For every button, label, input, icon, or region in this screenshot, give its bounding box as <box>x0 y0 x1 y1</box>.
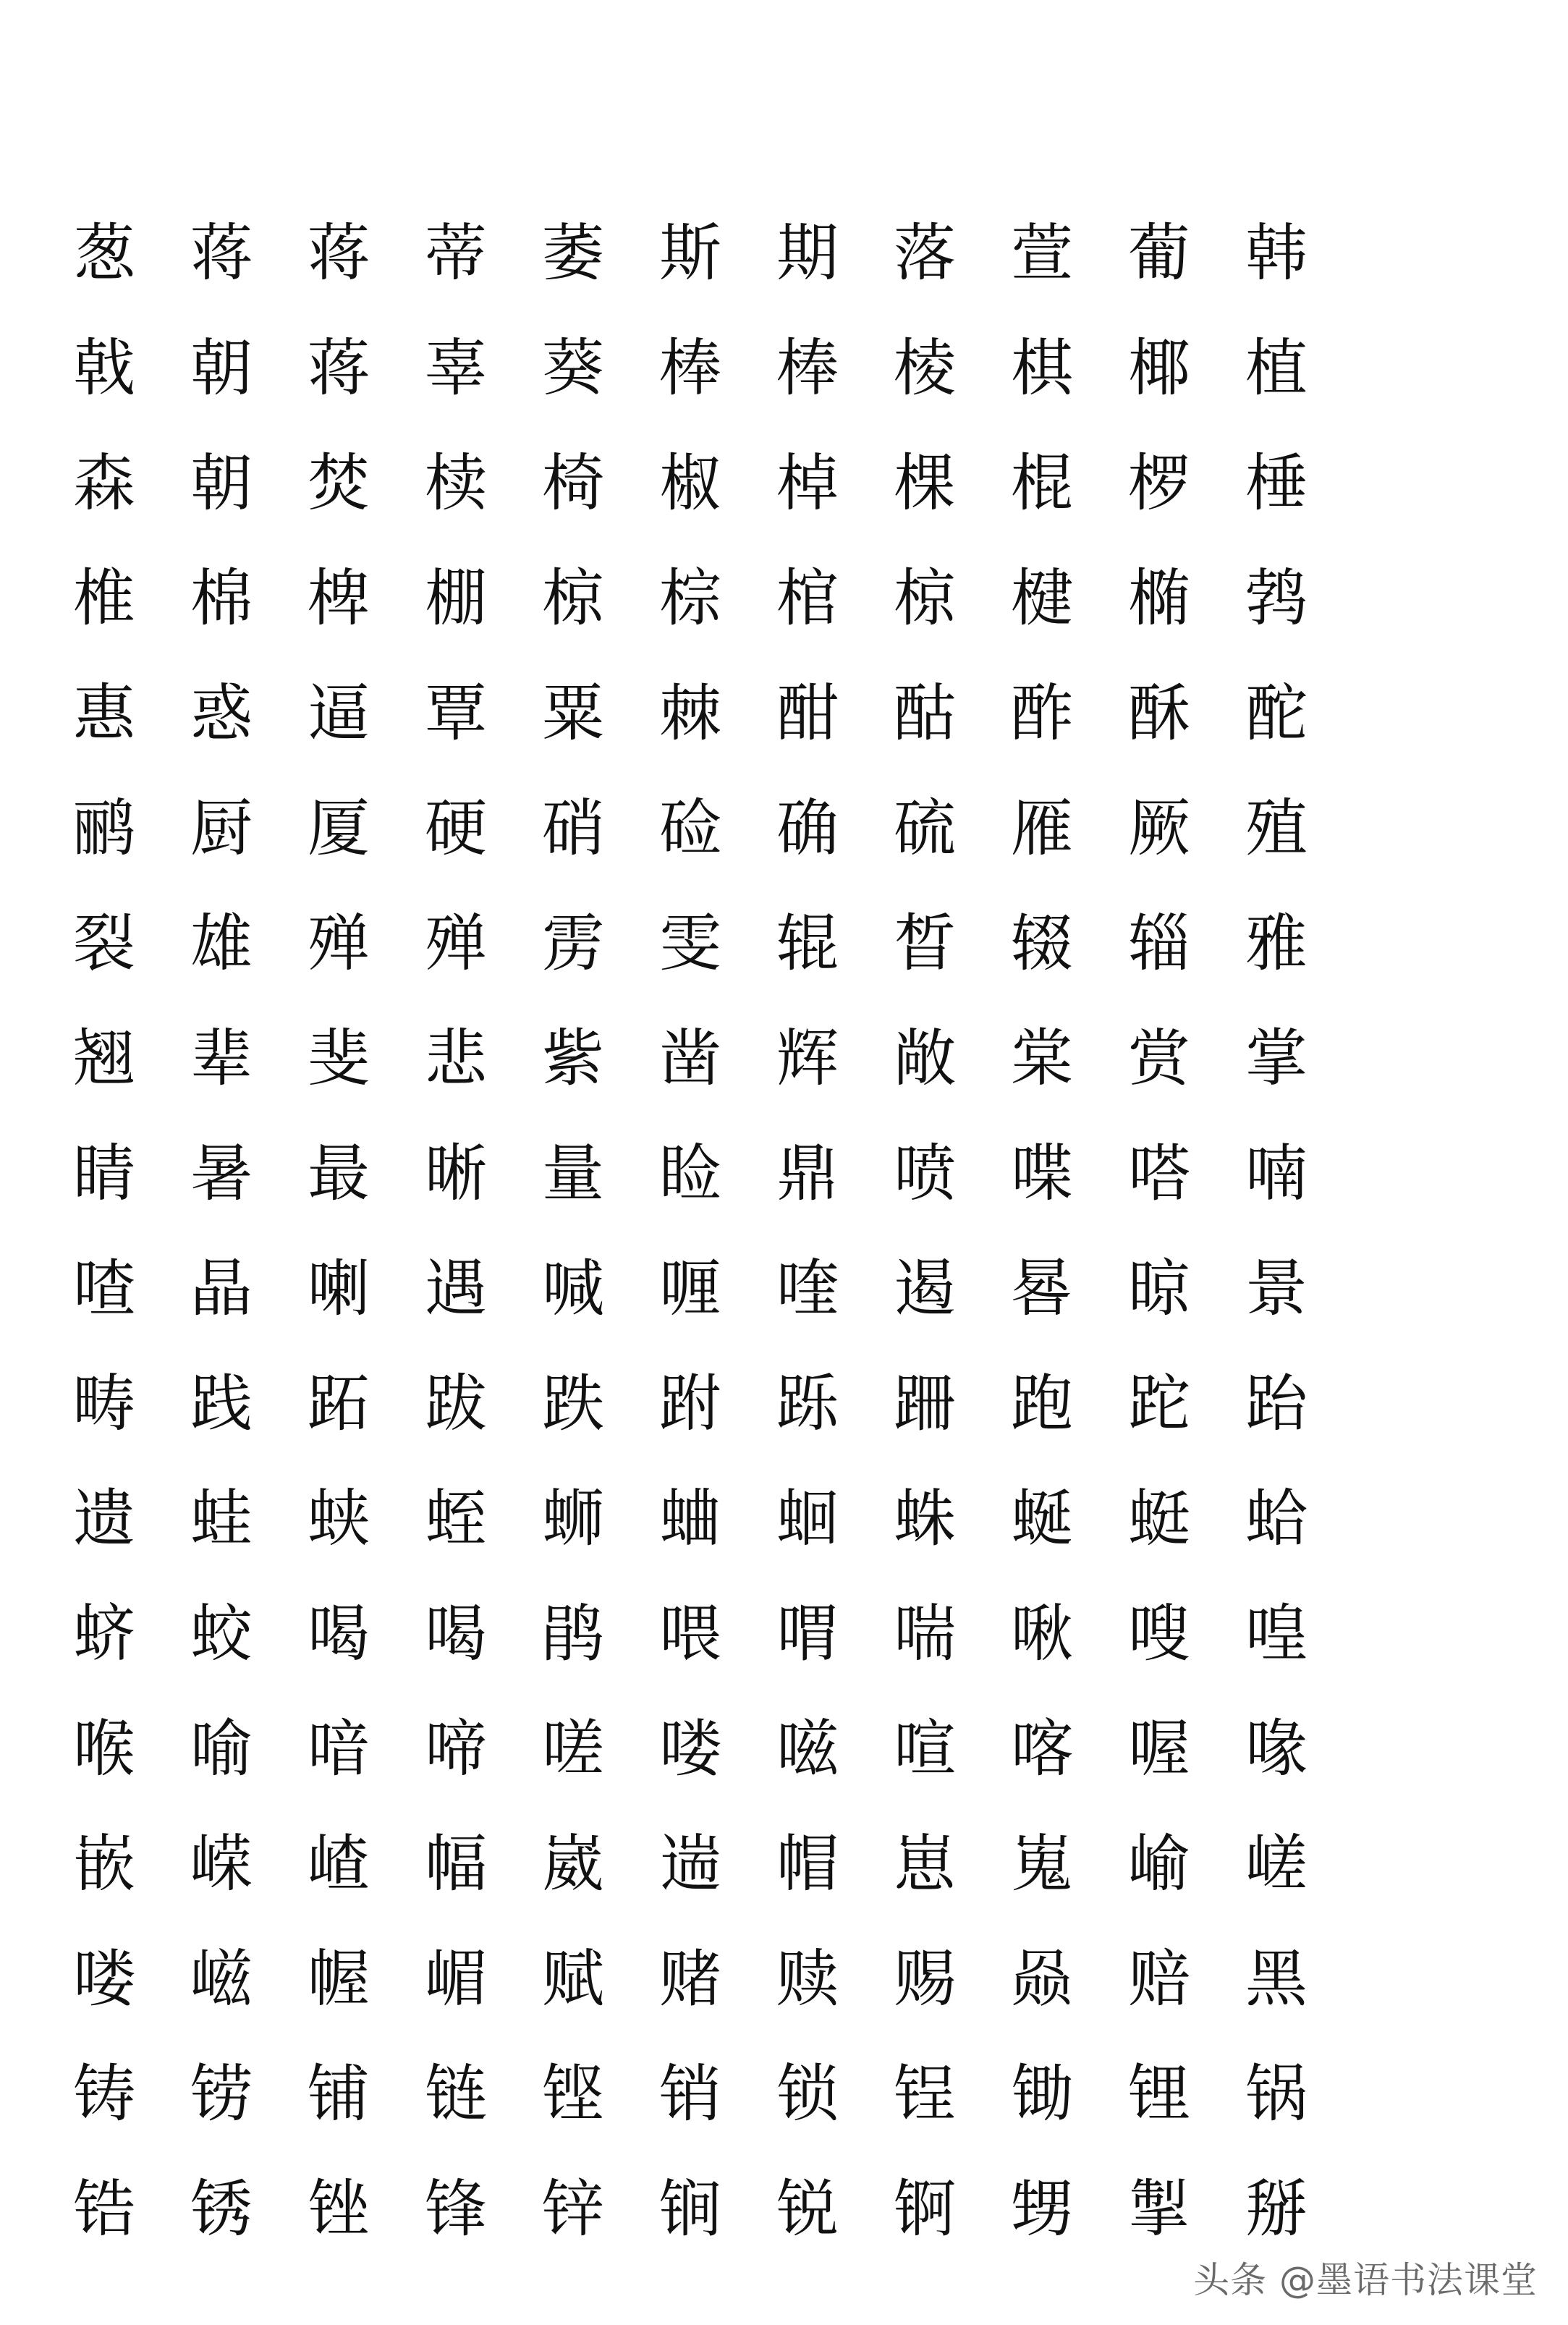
character-row <box>43 1587 1317 1702</box>
character-cell: 嵫 <box>190 1943 253 2015</box>
character-cell: 硬 <box>425 792 487 865</box>
character-cell: 蜒 <box>1011 1483 1073 1555</box>
character-cell: 酤 <box>894 677 956 750</box>
character-cell: 椑 <box>308 562 370 635</box>
character-cell: 跗 <box>659 1368 721 1440</box>
character-cell: 酡 <box>1245 677 1308 750</box>
character-cell: 棒 <box>776 332 839 405</box>
character-cell: 喔 <box>1128 1713 1190 1785</box>
character-cell: 喇 <box>308 1253 370 1325</box>
character-row <box>43 2047 1317 2162</box>
character-cell: 锉 <box>308 2173 370 2245</box>
character-cell: 蒋 <box>190 217 253 289</box>
character-cell: 裂 <box>73 907 135 980</box>
character-cell: 酢 <box>1011 677 1073 750</box>
character-cell: 硝 <box>542 792 604 865</box>
character-cell: 森 <box>73 447 135 520</box>
character-cell: 翘 <box>73 1022 135 1095</box>
character-cell: 斯 <box>659 217 721 289</box>
character-cell: 掣 <box>1128 2173 1190 2245</box>
character-cell: 雅 <box>1245 907 1308 980</box>
character-cell: 葡 <box>1128 217 1190 289</box>
character-cell: 楗 <box>1011 562 1073 635</box>
character-cell: 锄 <box>1011 2058 1073 2130</box>
character-row <box>43 897 1317 1012</box>
character-row <box>43 436 1317 551</box>
character-cell: 鹂 <box>73 792 135 865</box>
character-cell: 晶 <box>190 1253 253 1325</box>
character-cell: 锃 <box>894 2058 956 2130</box>
character-cell: 鹃 <box>542 1598 604 1670</box>
character-cell: 幅 <box>425 1828 487 1900</box>
character-cell: 殖 <box>1245 792 1308 865</box>
character-cell: 棘 <box>659 677 721 750</box>
character-cell: 喙 <box>1245 1713 1308 1785</box>
character-row <box>43 1472 1317 1587</box>
character-cell: 喑 <box>308 1713 370 1785</box>
character-cell: 鼎 <box>776 1138 839 1210</box>
character-row <box>43 782 1317 897</box>
character-cell: 蛳 <box>542 1483 604 1555</box>
character-cell: 铸 <box>73 2058 135 2130</box>
character-cell: 铿 <box>542 2058 604 2130</box>
character-cell: 嵌 <box>73 1828 135 1900</box>
character-cell: 棚 <box>425 562 487 635</box>
character-cell: 喳 <box>73 1253 135 1325</box>
character-cell: 蒋 <box>308 332 370 405</box>
character-cell: 遇 <box>425 1253 487 1325</box>
character-cell: 崳 <box>1128 1828 1190 1900</box>
character-cell: 晷 <box>1011 1253 1073 1325</box>
character-row <box>43 206 1317 321</box>
character-cell: 嵘 <box>190 1828 253 1900</box>
character-cell: 喟 <box>776 1598 839 1670</box>
character-cell: 椎 <box>73 562 135 635</box>
character-cell: 蛔 <box>776 1483 839 1555</box>
character-cell: 悲 <box>425 1022 487 1095</box>
character-row <box>43 1817 1317 1932</box>
character-cell: 跎 <box>1128 1368 1190 1440</box>
watermark-text: 头条 @墨语书法课堂 <box>1193 2259 1538 2301</box>
character-cell: 棉 <box>190 562 253 635</box>
character-cell: 辊 <box>776 907 839 980</box>
character-cell: 蛱 <box>308 1483 370 1555</box>
character-cell: 椋 <box>542 562 604 635</box>
character-cell: 遄 <box>659 1828 721 1900</box>
character-cell: 辈 <box>190 1022 253 1095</box>
character-cell: 掌 <box>1245 1022 1308 1095</box>
character-cell: 朝 <box>190 447 253 520</box>
character-cell: 遏 <box>894 1253 956 1325</box>
character-cell: 赋 <box>542 1943 604 2015</box>
character-cell: 蛛 <box>894 1483 956 1555</box>
character-cell: 睛 <box>73 1138 135 1210</box>
character-cell: 椒 <box>659 447 721 520</box>
character-cell: 啼 <box>425 1713 487 1785</box>
character-cell: 雄 <box>190 907 253 980</box>
character-cell: 厥 <box>1128 792 1190 865</box>
character-cell: 锂 <box>1128 2058 1190 2130</box>
character-cell: 棕 <box>659 562 721 635</box>
character-cell: 喊 <box>542 1253 604 1325</box>
character-cell: 赔 <box>1128 1943 1190 2015</box>
character-cell: 黑 <box>1245 1943 1308 2015</box>
character-cell: 晰 <box>425 1138 487 1210</box>
character-cell: 厨 <box>190 792 253 865</box>
character-cell: 喻 <box>190 1713 253 1785</box>
character-row <box>43 1127 1317 1242</box>
character-cell: 嵋 <box>425 1943 487 2015</box>
character-cell: 逼 <box>308 677 370 750</box>
character-cell: 赑 <box>1011 1943 1073 2015</box>
character-cell: 蛴 <box>73 1598 135 1670</box>
character-cell: 链 <box>425 2058 487 2130</box>
character-cell: 跞 <box>776 1368 839 1440</box>
character-cell: 赏 <box>1128 1022 1190 1095</box>
character-cell: 棍 <box>1011 447 1073 520</box>
character-cell: 喘 <box>894 1598 956 1670</box>
character-cell: 辍 <box>1011 907 1073 980</box>
character-cell: 帽 <box>776 1828 839 1900</box>
character-cell: 厦 <box>308 792 370 865</box>
character-cell: 喉 <box>73 1713 135 1785</box>
character-row <box>43 1012 1317 1127</box>
character-cell: 棒 <box>659 332 721 405</box>
character-cell: 喽 <box>73 1943 135 2015</box>
character-cell: 雁 <box>1011 792 1073 865</box>
character-cell: 跌 <box>542 1368 604 1440</box>
character-cell: 最 <box>308 1138 370 1210</box>
character-cell: 蛭 <box>425 1483 487 1555</box>
character-cell: 酥 <box>1128 677 1190 750</box>
character-cell: 鹁 <box>1245 562 1308 635</box>
character-cell: 锌 <box>542 2173 604 2245</box>
character-cell: 锏 <box>659 2173 721 2245</box>
character-cell: 棹 <box>776 447 839 520</box>
character-cell: 喂 <box>659 1598 721 1670</box>
character-cell: 锕 <box>894 2173 956 2245</box>
character-cell: 棋 <box>1011 332 1073 405</box>
character-cell: 紫 <box>542 1022 604 1095</box>
character-cell: 遗 <box>73 1483 135 1555</box>
character-cell: 葱 <box>73 217 135 289</box>
character-cell: 椋 <box>894 562 956 635</box>
character-cell: 掰 <box>1245 2173 1308 2245</box>
character-cell: 嗟 <box>542 1713 604 1785</box>
character-cell: 销 <box>659 2058 721 2130</box>
character-cell: 喹 <box>776 1253 839 1325</box>
character-cell: 殚 <box>425 907 487 980</box>
character-cell: 景 <box>1245 1253 1308 1325</box>
character-cell: 椰 <box>1128 332 1190 405</box>
character-cell: 赌 <box>659 1943 721 2015</box>
character-cell: 棠 <box>1011 1022 1073 1095</box>
character-cell: 蜓 <box>1128 1483 1190 1555</box>
character-row <box>43 1932 1317 2047</box>
character-cell: 斐 <box>308 1022 370 1095</box>
character-cell: 喀 <box>1011 1713 1073 1785</box>
character-cell: 锆 <box>73 2173 135 2245</box>
character-cell: 萎 <box>542 217 604 289</box>
character-cell: 喽 <box>659 1713 721 1785</box>
character-cell: 雯 <box>659 907 721 980</box>
character-cell: 棱 <box>894 332 956 405</box>
character-cell: 惑 <box>190 677 253 750</box>
character-cell: 韩 <box>1245 217 1308 289</box>
character-cell: 赎 <box>776 1943 839 2015</box>
character-cell: 确 <box>776 792 839 865</box>
character-cell: 喃 <box>1245 1138 1308 1210</box>
character-cell: 辜 <box>425 332 487 405</box>
character-cell: 嵬 <box>1011 1828 1073 1900</box>
character-cell: 喋 <box>1011 1138 1073 1210</box>
character-cell: 嗒 <box>1128 1138 1190 1210</box>
character-cell: 跚 <box>894 1368 956 1440</box>
character-cell: 锈 <box>190 2173 253 2245</box>
character-cell: 殚 <box>308 907 370 980</box>
character-cell: 崽 <box>894 1828 956 1900</box>
character-cell: 硷 <box>659 792 721 865</box>
character-cell: 喝 <box>308 1598 370 1670</box>
character-row <box>43 321 1317 436</box>
character-cell: 幄 <box>308 1943 370 2015</box>
character-cell: 棰 <box>1245 447 1308 520</box>
character-cell: 暑 <box>190 1138 253 1210</box>
character-cell: 铺 <box>308 2058 370 2130</box>
character-cell: 崴 <box>542 1828 604 1900</box>
character-cell: 甥 <box>1011 2173 1073 2245</box>
character-cell: 跑 <box>1011 1368 1073 1440</box>
character-cell: 椅 <box>542 447 604 520</box>
character-cell: 锁 <box>776 2058 839 2130</box>
character-cell: 嗖 <box>1128 1598 1190 1670</box>
character-cell: 喱 <box>659 1253 721 1325</box>
character-cell: 辎 <box>1128 907 1190 980</box>
character-cell: 葵 <box>542 332 604 405</box>
character-cell: 棵 <box>894 447 956 520</box>
character-cell: 凿 <box>659 1022 721 1095</box>
character-cell: 嵯 <box>1245 1828 1308 1900</box>
character-cell: 椟 <box>425 447 487 520</box>
character-cell: 喷 <box>894 1138 956 1210</box>
character-cell: 惠 <box>73 677 135 750</box>
character-cell: 辉 <box>776 1022 839 1095</box>
character-cell: 粟 <box>542 677 604 750</box>
character-cell: 晾 <box>1128 1253 1190 1325</box>
character-cell: 喧 <box>894 1713 956 1785</box>
character-cell: 朝 <box>190 332 253 405</box>
character-row <box>43 1357 1317 1472</box>
character-cell: 量 <box>542 1138 604 1210</box>
character-cell: 落 <box>894 217 956 289</box>
character-cell: 蛤 <box>1245 1483 1308 1555</box>
character-cell: 戟 <box>73 332 135 405</box>
character-cell: 晳 <box>894 907 956 980</box>
character-row <box>43 1702 1317 1817</box>
character-cell: 畴 <box>73 1368 135 1440</box>
character-cell: 啾 <box>1011 1598 1073 1670</box>
character-row <box>43 1242 1317 1357</box>
character-cell: 跆 <box>1245 1368 1308 1440</box>
character-cell: 蒋 <box>308 217 370 289</box>
character-cell: 焚 <box>308 447 370 520</box>
character-cell: 跖 <box>308 1368 370 1440</box>
character-cell: 雳 <box>542 907 604 980</box>
character-cell: 棺 <box>776 562 839 635</box>
character-cell: 椭 <box>1128 562 1190 635</box>
character-cell: 蛙 <box>190 1483 253 1555</box>
character-cell: 践 <box>190 1368 253 1440</box>
character-cell: 蒂 <box>425 217 487 289</box>
character-cell: 硫 <box>894 792 956 865</box>
character-cell: 敞 <box>894 1022 956 1095</box>
character-cell: 喝 <box>425 1598 487 1670</box>
character-cell: 睑 <box>659 1138 721 1210</box>
character-row <box>43 2162 1317 2277</box>
character-cell: 喤 <box>1245 1598 1308 1670</box>
character-cell: 期 <box>776 217 839 289</box>
character-cell: 椤 <box>1128 447 1190 520</box>
character-cell: 酣 <box>776 677 839 750</box>
character-cell: 锅 <box>1245 2058 1308 2130</box>
character-grid <box>43 206 1317 2277</box>
character-cell: 覃 <box>425 677 487 750</box>
character-cell: 跋 <box>425 1368 487 1440</box>
character-cell: 嗞 <box>776 1713 839 1785</box>
character-cell: 铹 <box>190 2058 253 2130</box>
character-cell: 锋 <box>425 2173 487 2245</box>
character-cell: 蛐 <box>659 1483 721 1555</box>
character-cell: 嵖 <box>308 1828 370 1900</box>
character-row <box>43 666 1317 782</box>
character-cell: 锐 <box>776 2173 839 2245</box>
character-row <box>43 551 1317 666</box>
character-cell: 植 <box>1245 332 1308 405</box>
character-cell: 赐 <box>894 1943 956 2015</box>
character-cell: 蛟 <box>190 1598 253 1670</box>
character-cell: 萱 <box>1011 217 1073 289</box>
